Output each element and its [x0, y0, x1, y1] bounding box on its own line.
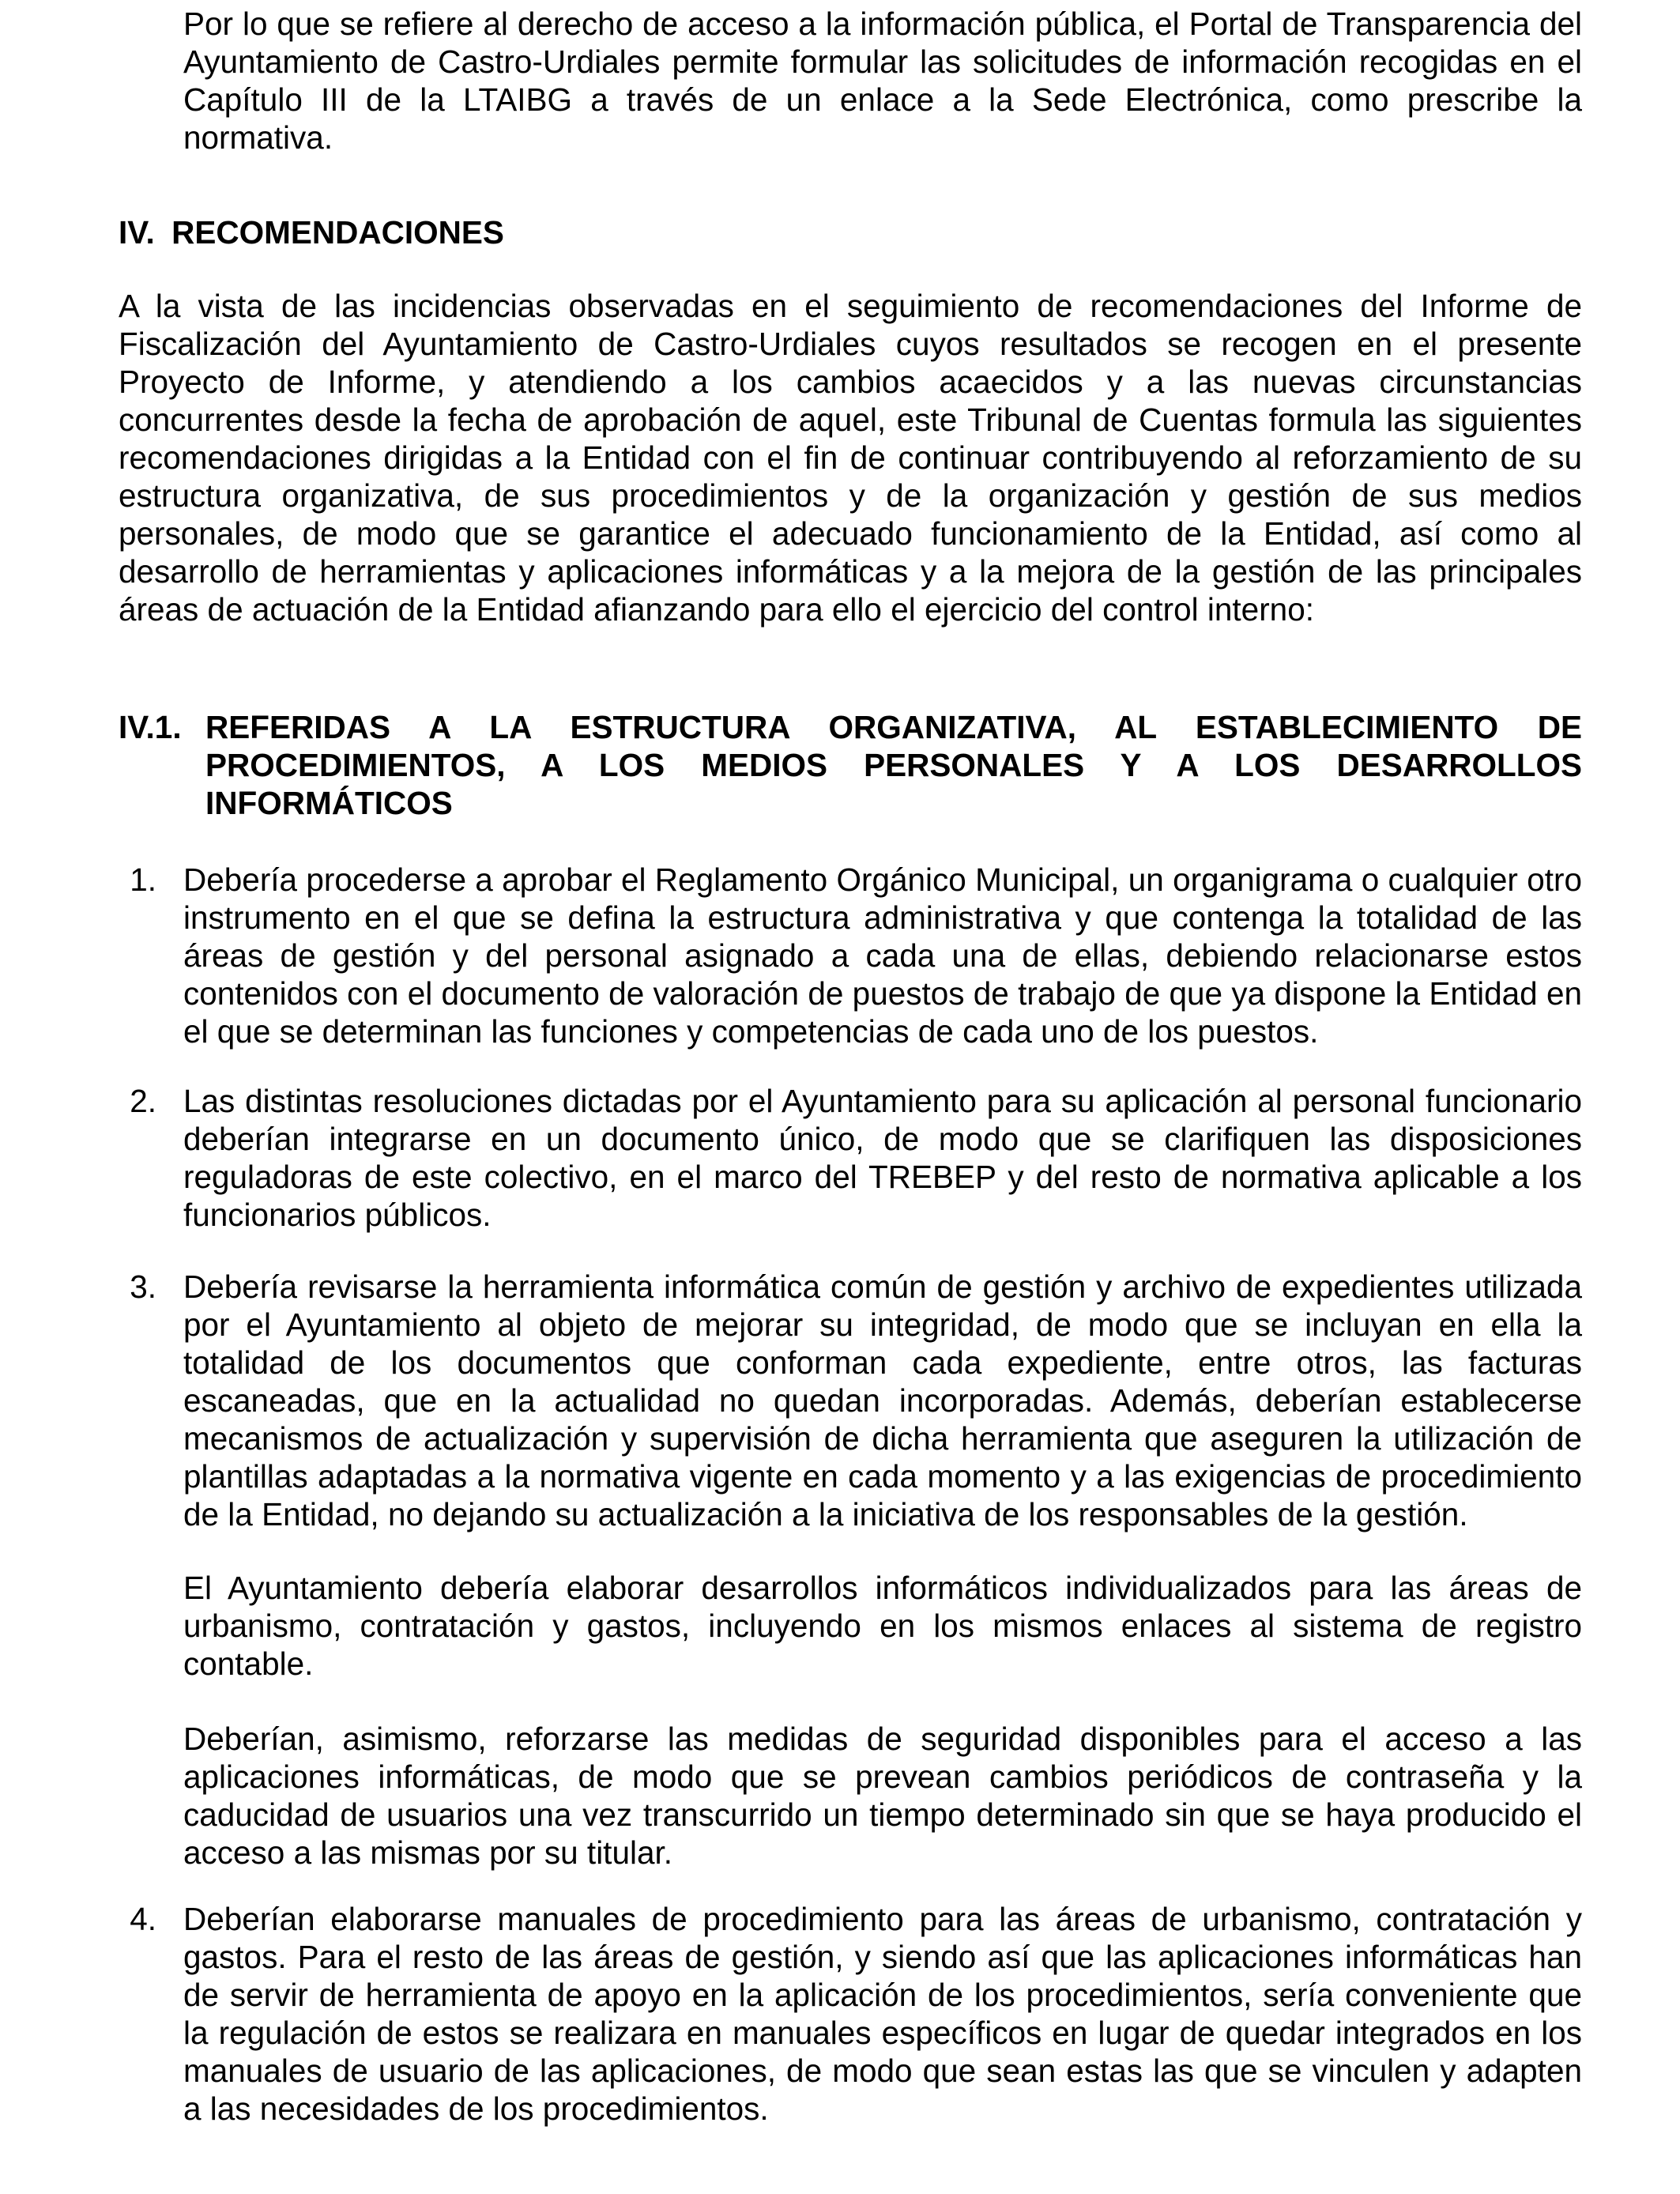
item-3-extra-paragraph-2: Deberían, asimismo, reforzarse las medidas de seguridad disponibles para el acceso a las aplicaciones informáticas, de modo que se prevean cambios periódicos de contraseña y la caducidad de usuarios una vez transcurrido un tiempo determinado sin que se haya producido el acceso a las mismas por su titular. — [183, 1721, 1582, 1871]
section-iv1-heading — [119, 708, 1582, 827]
section-iv-intro: A la vista de las incidencias observadas en el seguimiento de recomendaciones del Informe de Fiscalización del Ayuntamiento de Castro-Urdiales cuyos resultados se recogen en el presente Proyecto de Informe, y atendiendo a los cambios acaecidos y a las nuevas circunstancias concurrentes desde la fecha de aprobación de aquel, este Tribunal de Cuentas formula las siguientes recomendaciones dirigidas a la Entidad con el fin de continuar contribuyendo al reforzamiento de su estructura organizativa, de sus procedimientos y de la organización y gestión de sus medios personales, de modo que se garantice el adecuado funcionamiento de la Entidad, así como al desarrollo de herramientas y aplicaciones informáticas y a la mejora de la gestión de las principales áreas de actuación de la Entidad afianzando para ello el ejercicio del control interno: — [119, 288, 1582, 628]
section-iv1-title: REFERIDAS A LA ESTRUCTURA ORGANIZATIVA, AL ESTABLECIMIENTO DE PROCEDIMIENTOS, A LOS MEDIOS PERSONALES Y A LOS DESARROLLOS INFORMÁTICOS — [205, 709, 1582, 821]
section-iv-number: IV. — [119, 214, 155, 251]
section-iv1-number: IV.1. — [119, 709, 182, 745]
item-4-text: Deberían elaborarse manuales de procedimiento para las áreas de urbanismo, contratación y gastos. Para el resto de las áreas de gestión, y siendo así que las aplicaciones informáticas han de servir de herramienta de apoyo en la aplicación de los procedimientos, sería conveniente que la regulación de estos se realizara en manuales específicos en lugar de quedar integrados en los manuales de usuario de las aplicaciones, de modo que sean estas las que se vinculen y adapten a las necesidades de los procedimientos. — [183, 1901, 1582, 2127]
item-2-number: 2. — [130, 1083, 156, 1119]
item-1-number: 1. — [130, 861, 156, 898]
item-3-text: Debería revisarse la herramienta informática común de gestión y archivo de expedientes utilizada por el Ayuntamiento al objeto de mejorar su integridad, de modo que se incluyan en ella la totalidad de los documentos que conforman cada expediente, entre otros, las facturas escaneadas, que en la actualidad no quedan incorporadas. Además, deberían establecerse mecanismos de actualización y supervisión de dicha herramienta que aseguren la utilización de plantillas adaptadas a la normativa vigente en cada momento y a las exigencias de procedimiento de la Entidad, no dejando su actualización a la iniciativa de los responsables de la gestión. — [183, 1269, 1582, 1532]
section-iv-heading — [119, 213, 504, 251]
section-iv-title: RECOMENDACIONES — [171, 214, 504, 251]
item-1-text: Debería procederse a aprobar el Reglamento Orgánico Municipal, un organigrama o cualquier otro instrumento en el que se defina la estructura administrativa y que contenga la totalidad de las áreas de gestión y del personal asignado a cada una de ellas, debiendo relacionarse estos contenidos con el documento de valoración de puestos de trabajo de que ya dispone la Entidad en el que se determinan las funciones y competencias de cada uno de los puestos. — [183, 861, 1582, 1050]
item-2-text: Las distintas resoluciones dictadas por el Ayuntamiento para su aplicación al personal funcionario deberían integrarse en un documento único, de modo que se clarifiquen las disposiciones reguladoras de este colectivo, en el marco del TREBEP y del resto de normativa aplicable a los funcionarios públicos. — [183, 1083, 1582, 1233]
intro-paragraph: Por lo que se refiere al derecho de acceso a la información pública, el Portal de Transparencia del Ayuntamiento de Castro-Urdiales permite formular las solicitudes de información recogidas en el Capítulo III de la LTAIBG a través de un enlace a la Sede Electrónica, como prescribe la normativa. — [183, 6, 1582, 156]
item-3-extra-paragraph-1: El Ayuntamiento debería elaborar desarrollos informáticos individualizados para las áreas de urbanismo, contratación y gastos, incluyendo en los mismos enlaces al sistema de registro contable. — [183, 1570, 1582, 1682]
item-4-number: 4. — [130, 1901, 156, 1937]
item-3-number: 3. — [130, 1269, 156, 1305]
